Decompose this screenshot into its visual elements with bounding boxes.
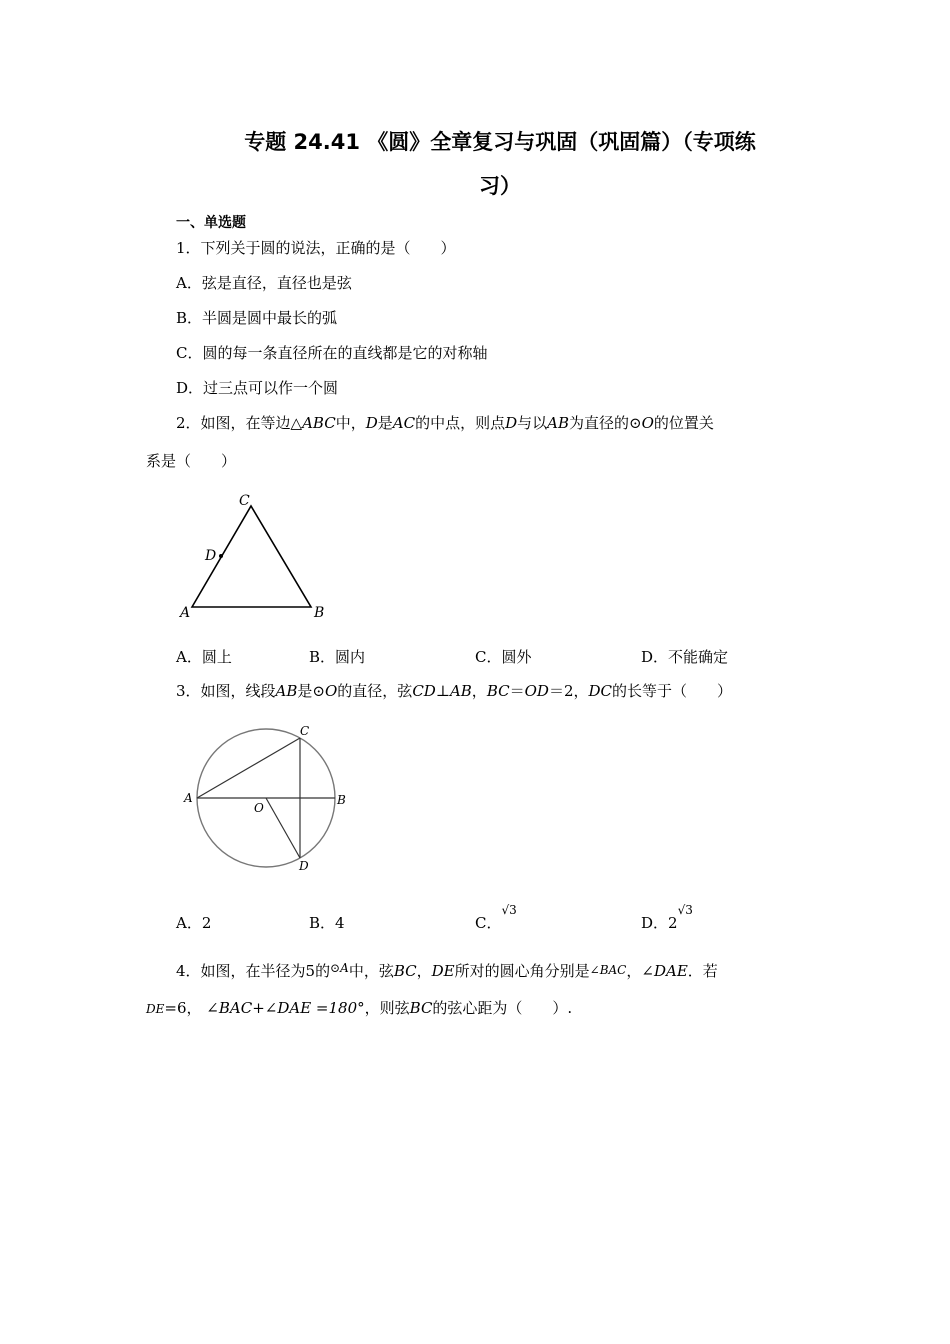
page-title-line1: 专题 24.41 《圆》全章复习与巩固（巩固篇）（专项练 — [244, 130, 756, 154]
q1-option-c: C．圆的每一条直径所在的直线都是它的对称轴 — [176, 344, 488, 362]
q3-option-b: B．4 — [309, 914, 345, 932]
q2-option-c: C．圆外 — [475, 648, 532, 666]
triangle-figure — [170, 486, 340, 626]
label-a: A — [180, 605, 191, 621]
label-c: C — [239, 493, 250, 509]
q1-option-a: A．弦是直径，直径也是弦 — [176, 274, 352, 292]
circle-figure — [176, 720, 356, 880]
q1-option-d: D．过三点可以作一个圆 — [176, 379, 339, 397]
label-c: C — [300, 724, 310, 738]
label-b: B — [314, 605, 325, 621]
q1-option-b: B．半圆是圆中最长的弧 — [176, 309, 338, 327]
q2-stem-line2: 系是（ ） — [146, 452, 237, 470]
label-b: B — [337, 793, 346, 807]
q4-stem-line2: DE=6， ∠BAC+∠DAE =180°，则弦BC的弦心距为（ ）. — [146, 999, 573, 1017]
q3-option-c: C．$^{√3}$ — [475, 903, 517, 932]
label-d: D — [299, 859, 309, 873]
section-heading: 一、单选题 — [176, 215, 246, 231]
q3-option-a: A．2 — [176, 914, 212, 932]
q2-option-b: B．圆内 — [309, 648, 366, 666]
segment-od — [266, 798, 300, 858]
q2-option-d: D．不能确定 — [641, 648, 729, 666]
q1-stem: 1．下列关于圆的说法，正确的是（ ） — [176, 239, 456, 257]
segment-ac — [197, 738, 300, 798]
point-d — [219, 554, 223, 558]
page-title-line2: 习） — [479, 174, 521, 198]
q3-stem: 3．如图，线段AB是⊙O的直径，弦CD⊥AB，BC＝OD＝2，DC的长等于（ ） — [176, 682, 733, 700]
q2-option-a: A．圆上 — [176, 648, 232, 666]
label-o: O — [254, 801, 264, 815]
q4-stem: 4．如图，在半径为5的$^{⊙A}$中，弦BC，DE所对的圆心角分别是∠BAC，∠DAE．若 — [176, 961, 718, 980]
label-d: D — [205, 548, 217, 564]
label-a: A — [184, 791, 193, 805]
q3-option-d: D．$2^{√3}$ — [641, 903, 693, 932]
q2-stem: 2．如图，在等边△ABC中，D是AC的中点，则点D与以AB为直径的⊙O的位置关 — [176, 414, 714, 432]
